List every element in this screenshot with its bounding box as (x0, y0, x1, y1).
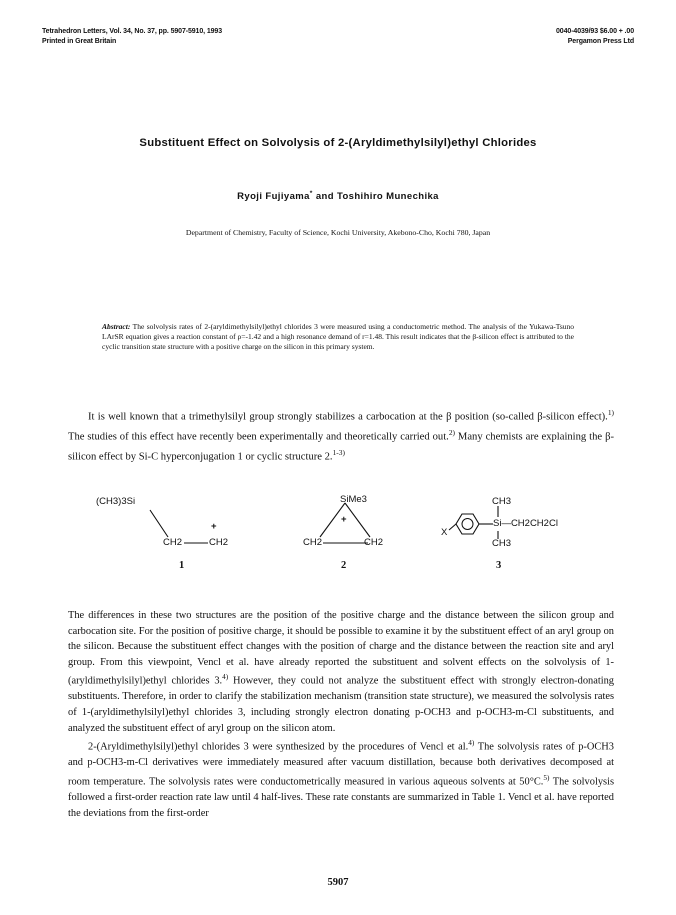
ref-4b: 4) (468, 739, 475, 748)
s3-methyl-bottom: CH3 (492, 538, 512, 549)
abstract-text: The solvolysis rates of 2-(aryldimethylsilyl)ethyl chlorides 3 were measured using a conductometric method. The analysis of the Yukawa-Tsuno LArSR equation gives a reaction constant of ρ=-1.42 and a high resonance demand of r=1.48. This result indicates that the β-silicon effect is attributed to the cyclic transition state structure with a positive charge on the silicon in this primary system. (102, 322, 574, 352)
s3-silicon-chain: Si—CH2CH2Cl (493, 518, 558, 529)
price-code: 0040-4039/93 $6.00 + .00 (556, 28, 634, 35)
s1-silyl-group: (CH3)3Si (96, 496, 136, 507)
compound-1-number: 1 (179, 560, 185, 571)
s3-methyl-top: CH3 (492, 496, 512, 507)
intro-sentence-3: Many chemists are explaining the β-silicon effect by Si-C hyperconjugation 1 or cyclic structure 2. (68, 431, 614, 463)
paragraph-2-end: The solvolysis followed a first-order reaction rate law until 4 half-lives. These rate constants are summarized in Table 1. Vencl et al. have reported the deviations from the first-order (68, 776, 614, 819)
intro-sentence-2: The studies of this effect have recently been experimentally and theoretically carried out. (68, 431, 449, 443)
ref-3: 1-3) (332, 447, 345, 457)
ref-5: 5) (543, 773, 550, 782)
paragraph-1 (68, 608, 614, 736)
s2-plus-sign: + (341, 514, 347, 525)
intro-sentence-1: It is well known that a trimethylsilyl group strongly stabilizes a carbocation at the β position (so-called β-silicon effect). (88, 411, 608, 423)
s1-right-carbon: CH2 (209, 537, 229, 548)
paragraph-2 (68, 736, 614, 821)
s2-silyl-group: SiMe3 (340, 494, 367, 505)
s3-substituent-x: X (441, 527, 448, 538)
ref-1: 1) (607, 408, 614, 417)
paper-title: Substituent Effect on Solvolysis of 2-(Aryldimethylsilyl)ethyl Chlorides (139, 137, 537, 149)
paragraph-1-text: The differences in these two structures are the position of the positive charge and the distance between the silicon group and carbocation site. For the position of positive charge, it should be possible to examine it by the substituent effect of an aryl group on the silicon. Because the substituent effect changes with the position of charge and the distance between the reaction site and aryl group. From this viewpoint, Vencl et al. have already reported the substituent and solvent effects on the solvolysis of 1-(aryldimethylsilyl)ethyl chlorides 3. (68, 610, 614, 687)
abstract-label: Abstract: (102, 322, 131, 331)
body-text (68, 608, 614, 821)
compound-2-number: 2 (341, 560, 347, 571)
s1-plus-sign: + (211, 521, 217, 532)
journal-line: Tetrahedron Letters, Vol. 34, No. 37, pp. 5907-5910, 1993 (42, 28, 223, 35)
s2-right-carbon: CH2 (364, 537, 384, 548)
s1-left-carbon: CH2 (163, 537, 183, 548)
publisher-name: Pergamon Press Ltd (567, 38, 634, 45)
page-number: 5907 (327, 877, 349, 888)
author-2: Toshihiro Munechika (336, 191, 439, 203)
affiliation: Department of Chemistry, Faculty of Science, Kochi University, Akebono-Cho, Kochi 780, Japan (185, 228, 491, 237)
author-1: Ryoji Fujiyama (237, 191, 310, 203)
ref-2: 2) (448, 427, 455, 437)
s2-left-carbon: CH2 (303, 537, 323, 548)
paragraph-2-text: 2-(Aryldimethylsilyl)ethyl chlorides 3 were synthesized by the procedures of Vencl et al. (88, 741, 469, 753)
ref-4: 4) (222, 673, 229, 682)
corresponding-mark: * (309, 190, 313, 197)
printed-location: Printed in Great Britain (42, 38, 117, 45)
paragraph-1-cont: However, they could not analyze the substituent effect with strongly electron-donating substituents. Therefore, in order to clarify the stabilization mechanism (transition state structure), we measured the solvolysis rates of 1-(aryldimethylsilyl)ethyl chlorides 3, including strongly electron donating p-OCH3 and p-OCH3-m-Cl substituents, and analyzed the substituent effect of aryl group on the silicon atom. (68, 675, 614, 734)
paragraph-2-cont: The solvolysis rates of p-OCH3 and p-OCH3-m-Cl derivatives were immediately measured after vacuum distillation, because both derivatives decomposed at room temperature. The solvolysis rates were conductometrically measured in various aqueous solvents at 50°C. (68, 741, 614, 788)
compound-3-number: 3 (496, 560, 502, 571)
author-conjunction: and (312, 191, 337, 203)
